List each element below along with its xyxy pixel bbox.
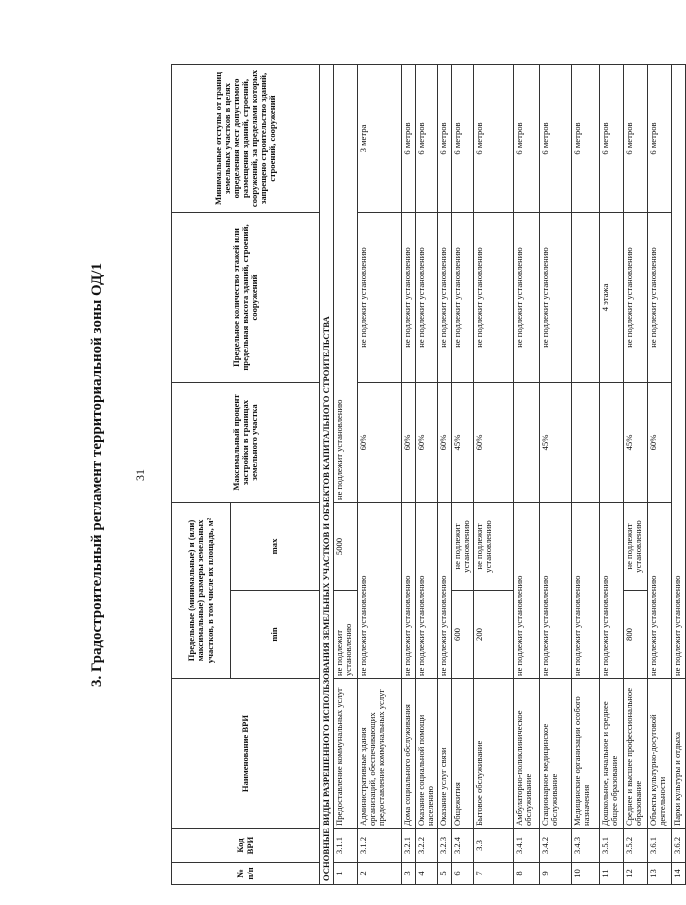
regulation-table xyxy=(171,64,686,885)
cell-percent: 60% xyxy=(474,383,514,503)
cell-min: 600 xyxy=(452,591,474,679)
cell-code: 3.4.3 xyxy=(572,829,600,863)
cell-min: не подлежит установлению xyxy=(402,503,416,679)
cell-floors: не подлежит установлению xyxy=(624,213,648,383)
cell-percent: 60% xyxy=(358,383,402,503)
cell-num: 3 xyxy=(402,863,416,885)
cell-min: не подлежит установлению xyxy=(600,503,624,679)
cell-setback: 6 метров xyxy=(514,65,540,213)
cell-name: Парки культуры и отдыха xyxy=(672,679,686,829)
section-row xyxy=(320,65,334,885)
cell-percent: 60% xyxy=(416,383,438,503)
cell-setback: 3 метра xyxy=(358,65,402,213)
header-area: Предельные (минимальные) и (или) максимальные) размеры земельных участков, в том числе их площадь, м² xyxy=(172,503,231,679)
cell-percent xyxy=(572,383,600,503)
cell-setback: 6 метров xyxy=(402,65,416,213)
cell-min: 800 xyxy=(624,591,648,679)
cell-max: не подлежит установлению xyxy=(452,503,474,591)
cell-name: Амбулаторно-поликлиническое обслуживание xyxy=(514,679,540,829)
table-row xyxy=(474,65,514,885)
cell-code: 3.4.2 xyxy=(540,829,572,863)
cell-num: 1 xyxy=(334,863,358,885)
cell-num: 13 xyxy=(648,863,672,885)
cell-code: 3.5.1 xyxy=(600,829,624,863)
table-row xyxy=(452,65,474,885)
cell-code: 3.2.4 xyxy=(452,829,474,863)
cell-min: не подлежит установлению xyxy=(572,503,600,679)
table-row xyxy=(572,65,600,885)
cell-floors: не подлежит установлению xyxy=(474,213,514,383)
cell-min: не подлежит установлению xyxy=(672,65,686,679)
cell-name: Стационарное медицинское обслуживание xyxy=(540,679,572,829)
cell-name: Предоставление коммунальных услуг xyxy=(334,679,358,829)
rotated-page xyxy=(85,65,683,885)
cell-setback: 6 метров xyxy=(438,65,452,213)
cell-percent: 45% xyxy=(624,383,648,503)
page-number: 31 xyxy=(133,469,147,481)
cell-num: 9 xyxy=(540,863,572,885)
cell-num: 12 xyxy=(624,863,648,885)
table-row xyxy=(600,65,624,885)
cell-code: 3.2.3 xyxy=(438,829,452,863)
table-row xyxy=(334,65,358,885)
cell-floors: не подлежит установлению xyxy=(358,213,402,383)
cell-min: не подлежит установлению xyxy=(648,503,672,679)
page-title: 3. Градостроительный регламент территориальной зоны ОД/1 xyxy=(89,263,105,687)
cell-name: Административные здания организаций, обеспечивающих предоставление коммунальных услуг xyxy=(358,679,402,829)
cell-max: 5000 xyxy=(334,503,358,591)
cell-num: 14 xyxy=(672,863,686,885)
cell-setback: 6 метров xyxy=(572,65,600,213)
cell-code: 3.2.1 xyxy=(402,829,416,863)
cell-setback: 6 метров xyxy=(648,65,672,213)
table-row xyxy=(438,65,452,885)
cell-floors: не подлежит установлению xyxy=(402,213,416,383)
cell-setback: 6 метров xyxy=(416,65,438,213)
cell-num: 10 xyxy=(572,863,600,885)
cell-min: не подлежит установлению xyxy=(438,503,452,679)
cell-name: Медицинские организации особого назначения xyxy=(572,679,600,829)
cell-name: Среднее и высшее профессиональное образование xyxy=(624,679,648,829)
header-num: № п/п xyxy=(172,863,320,885)
cell-num: 6 xyxy=(452,863,474,885)
cell-setback: 6 метров xyxy=(452,65,474,213)
header-name: Наименование ВРИ xyxy=(172,679,320,829)
cell-name: Объекты культурно-досуговой деятельности xyxy=(648,679,672,829)
cell-percent: 60% xyxy=(438,383,452,503)
cell-min: не подлежит установлению xyxy=(540,503,572,679)
header-area-max: max xyxy=(231,503,320,591)
table-row xyxy=(358,65,402,885)
cell-percent xyxy=(514,383,540,503)
cell-code: 3.5.2 xyxy=(624,829,648,863)
table-row xyxy=(648,65,672,885)
cell-setback: 6 метров xyxy=(600,65,624,213)
cell-num: 8 xyxy=(514,863,540,885)
cell-code: 3.2.2 xyxy=(416,829,438,863)
cell-floors: не подлежит установлению xyxy=(648,213,672,383)
cell-name: Бытовое обслуживание xyxy=(474,679,514,829)
cell-code: 3.1.1 xyxy=(334,829,358,863)
cell-code: 3.4.1 xyxy=(514,829,540,863)
cell-num: 2 xyxy=(358,863,402,885)
table-row xyxy=(514,65,540,885)
cell-setback: 6 метров xyxy=(624,65,648,213)
cell-percent: 45% xyxy=(452,383,474,503)
cell-code: 3.3 xyxy=(474,829,514,863)
cell-percent: 60% xyxy=(402,383,416,503)
cell-floors: не подлежит установлению xyxy=(438,213,452,383)
cell-setback: 6 метров xyxy=(474,65,514,213)
header-code: Код ВРИ xyxy=(172,829,320,863)
cell-percent: 45% xyxy=(540,383,572,503)
cell-num: 4 xyxy=(416,863,438,885)
cell-percent: 60% xyxy=(648,383,672,503)
cell-num: 7 xyxy=(474,863,514,885)
cell-floors: не подлежит установлению xyxy=(452,213,474,383)
cell-floors: не подлежит установлению xyxy=(540,213,572,383)
cell-min: не подлежит установлению xyxy=(358,503,402,679)
cell-name: Общежития xyxy=(452,679,474,829)
cell-code: 3.6.1 xyxy=(648,829,672,863)
cell-percent: не подлежит установлению xyxy=(334,65,358,503)
cell-name: Дошкольное, начальное и среднее общее образование xyxy=(600,679,624,829)
header-area-min: min xyxy=(231,591,320,679)
cell-min: не подлежит установлению xyxy=(334,591,358,679)
cell-floors: 4 этажа xyxy=(600,213,624,383)
cell-floors: не подлежит установлению xyxy=(416,213,438,383)
cell-floors: не подлежит установлению xyxy=(514,213,540,383)
cell-setback: 6 метров xyxy=(540,65,572,213)
cell-num: 5 xyxy=(438,863,452,885)
cell-name: Оказание социальной помощи населению xyxy=(416,679,438,829)
header-floors: Предельное количество этажей или предельная высота зданий, строений, сооружений xyxy=(172,213,320,383)
cell-min: 200 xyxy=(474,591,514,679)
header-row xyxy=(172,65,231,885)
table-row xyxy=(540,65,572,885)
header-percent: Максимальный процент застройки в границах земельного участка xyxy=(172,383,320,503)
cell-num: 11 xyxy=(600,863,624,885)
cell-code: 3.6.2 xyxy=(672,829,686,863)
section-title: ОСНОВНЫЕ ВИДЫ РАЗРЕШЕННОГО ИСПОЛЬЗОВАНИЯ ЗЕМЕЛЬНЫХ УЧАСТКОВ И ОБЪЕКТОВ КАПИТАЛЬНОГО СТРОИТЕЛЬСТВА xyxy=(320,65,334,885)
table-row xyxy=(402,65,416,885)
cell-max: не подлежит установлению xyxy=(624,503,648,591)
table-row xyxy=(624,65,648,885)
cell-min: не подлежит установлению xyxy=(514,503,540,679)
header-setback: Минимальные отступы от границ земельных участков в целях определения мест допустимого размещения зданий, строений, сооружений, за пределами которых запрещено строительство зданий, строений, сооружений xyxy=(172,65,320,213)
cell-max: не подлежит установлению xyxy=(474,503,514,591)
cell-code: 3.1.2 xyxy=(358,829,402,863)
cell-floors xyxy=(572,213,600,383)
cell-name: Дома социального обслуживания xyxy=(402,679,416,829)
table-row xyxy=(672,65,686,885)
cell-min: не подлежит установлению xyxy=(416,503,438,679)
cell-percent xyxy=(600,383,624,503)
table-row xyxy=(416,65,438,885)
cell-name: Оказание услуг связи xyxy=(438,679,452,829)
